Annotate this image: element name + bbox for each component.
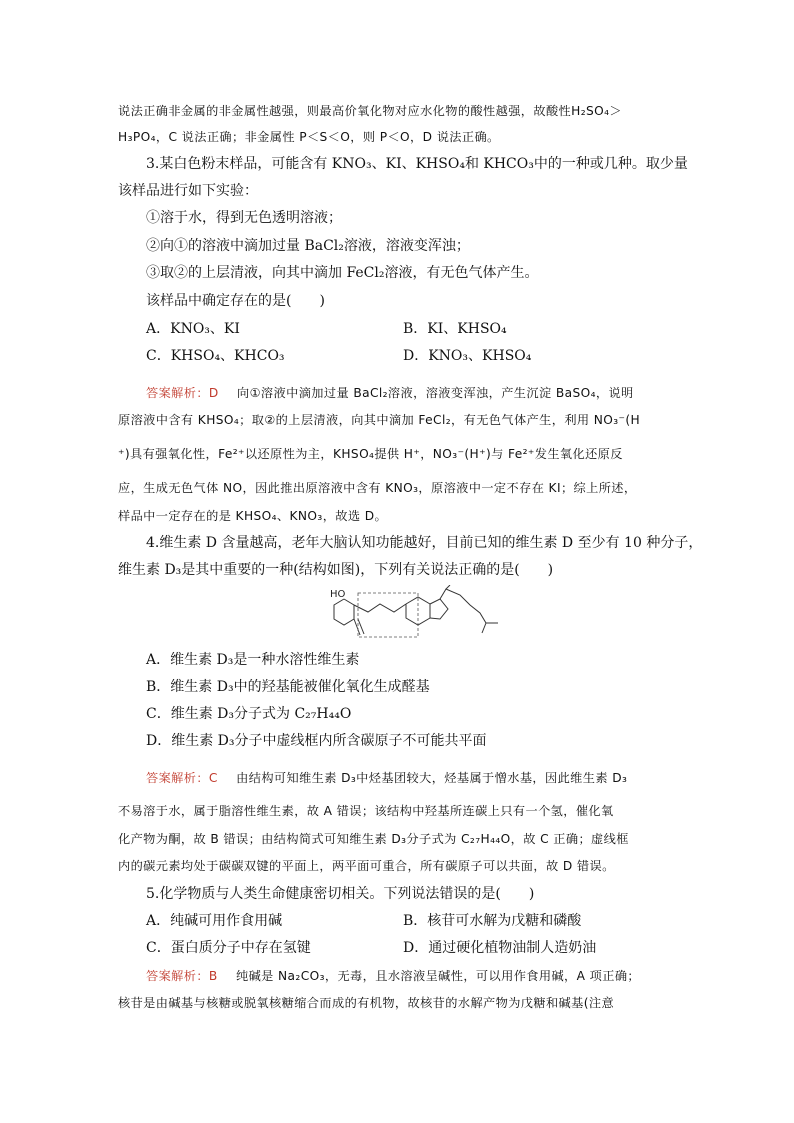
q4-answer-line-4: 内的碳元素均处于碳碳双键的平面上，两平面可重合，所有碳原子可以共面，故 D 错误。: [118, 859, 615, 873]
structure-skeleton: [334, 585, 498, 635]
q5-answer-text-1: 纯碱是 Na₂CO₃，无毒，且水溶液呈碱性，可以用作食用碱，A 项正确；: [235, 969, 640, 983]
q3-option-d: D．KNO₃、KHSO₄: [403, 348, 532, 364]
q3-answer-line-1: [146, 383, 684, 403]
q4-answer-label: 答案解析：C: [146, 771, 218, 785]
q4-answer-line-2: 不易溶于水，属于脂溶性维生素，故 A 错误；该结构中羟基所连碳上只有一个氢，催化氧: [118, 804, 614, 818]
q4-answer-line-1: [146, 768, 684, 788]
vitamin-d3-structure-diagram: [322, 585, 502, 643]
q3-answer-label: 答案解析：D: [146, 386, 219, 400]
q5-stem: 5.化学物质与人类生命健康密切相关。下列说法错误的是( ): [146, 886, 535, 902]
dashed-box: [358, 593, 418, 637]
q4-option-d: D．维生素 D₃分子中虚线框内所含碳原子不可能共平面: [146, 733, 487, 749]
q3-ask: 该样品中确定存在的是( ): [146, 293, 325, 309]
q3-option-c: C．KHSO₄、KHCO₃: [146, 348, 285, 364]
q5-option-a: A．纯碱可用作食用碱: [146, 913, 283, 929]
q4-stem-line-1: 4.维生素 D 含量越高，老年大脑认知功能越好，目前已知的维生素 D 至少有 10 种分子，: [146, 535, 703, 551]
q3-answer-line-5: 样品中一定存在的是 KHSO₄、KNO₃，故选 D。: [118, 509, 388, 523]
q3-option-b: B．KI、KHSO₄: [403, 321, 507, 337]
prev-answer-line-1: 说法正确非金属的非金属性越强，则最高价氧化物对应水化物的酸性越强，故酸性H₂SO₄＞: [118, 104, 623, 118]
q3-step-3: ③取②的上层清液，向其中滴加 FeCl₂溶液，有无色气体产生。: [146, 265, 539, 281]
q3-option-a: A．KNO₃、KI: [146, 321, 240, 337]
q5-answer-line-2: 核苷是由碱基与核糖或脱氧核糖缩合而成的有机物，故核苷的水解产物为戊糖和碱基(注意: [118, 996, 615, 1010]
q4-stem-line-2: 维生素 D₃是其中重要的一种(结构如图)，下列有关说法正确的是( ): [118, 562, 554, 578]
q5-answer-label: 答案解析：B: [146, 969, 218, 983]
q3-answer-line-4: 应，生成无色气体 NO，因此推出原溶液中含有 KNO₃，原溶液中一定不存在 KI；综上所述，: [118, 481, 637, 495]
q5-option-d: D．通过硬化植物油制人造奶油: [403, 940, 597, 956]
q3-stem-line-1: 3.某白色粉末样品，可能含有 KNO₃、KI、KHSO₄和 KHCO₃中的一种或几种。取少量: [146, 156, 688, 172]
q3-answer-text-1: 向①溶液中滴加过量 BaCl₂溶液，溶液变浑浊，产生沉淀 BaSO₄，说明: [237, 386, 634, 400]
q5-answer-line-1: [146, 966, 684, 986]
q3-answer-line-3: ⁺)具有强氧化性，Fe²⁺以还原性为主，KHSO₄提供 H⁺，NO₃⁻(H⁺)与 Fe²⁺发生氧化还原反: [118, 447, 623, 461]
q3-step-1: ①溶于水，得到无色透明溶液；: [146, 210, 342, 226]
q4-option-a: A．维生素 D₃是一种水溶性维生素: [146, 652, 360, 668]
hydroxyl-label: HO: [330, 589, 346, 600]
q4-answer-line-3: 化产物为酮，故 B 错误；由结构简式可知维生素 D₃分子式为 C₂₇H₄₄O，故 C 正确；虚线框: [118, 832, 629, 846]
q5-option-b: B．核苷可水解为戊糖和磷酸: [403, 913, 582, 929]
prev-answer-line-2: H₃PO₄，C 说法正确；非金属性 P＜S＜O，则 P＜O，D 说法正确。: [118, 130, 500, 144]
q5-option-c: C．蛋白质分子中存在氢键: [146, 940, 311, 956]
q3-answer-line-2: 原溶液中含有 KHSO₄；取②的上层清液，向其中滴加 FeCl₂，有无色气体产生，利用 NO₃⁻(H: [118, 413, 641, 427]
q3-step-2: ②向①的溶液中滴加过量 BaCl₂溶液，溶液变浑浊；: [146, 238, 470, 254]
q4-option-c: C．维生素 D₃分子式为 C₂₇H₄₄O: [146, 706, 352, 722]
q3-stem-line-2: 该样品进行如下实验：: [118, 183, 258, 199]
q4-option-b: B．维生素 D₃中的羟基能被催化氧化生成醛基: [146, 679, 430, 695]
q4-answer-text-1: 由结构可知维生素 D₃中烃基团较大，烃基属于憎水基，因此维生素 D₃: [236, 771, 628, 785]
